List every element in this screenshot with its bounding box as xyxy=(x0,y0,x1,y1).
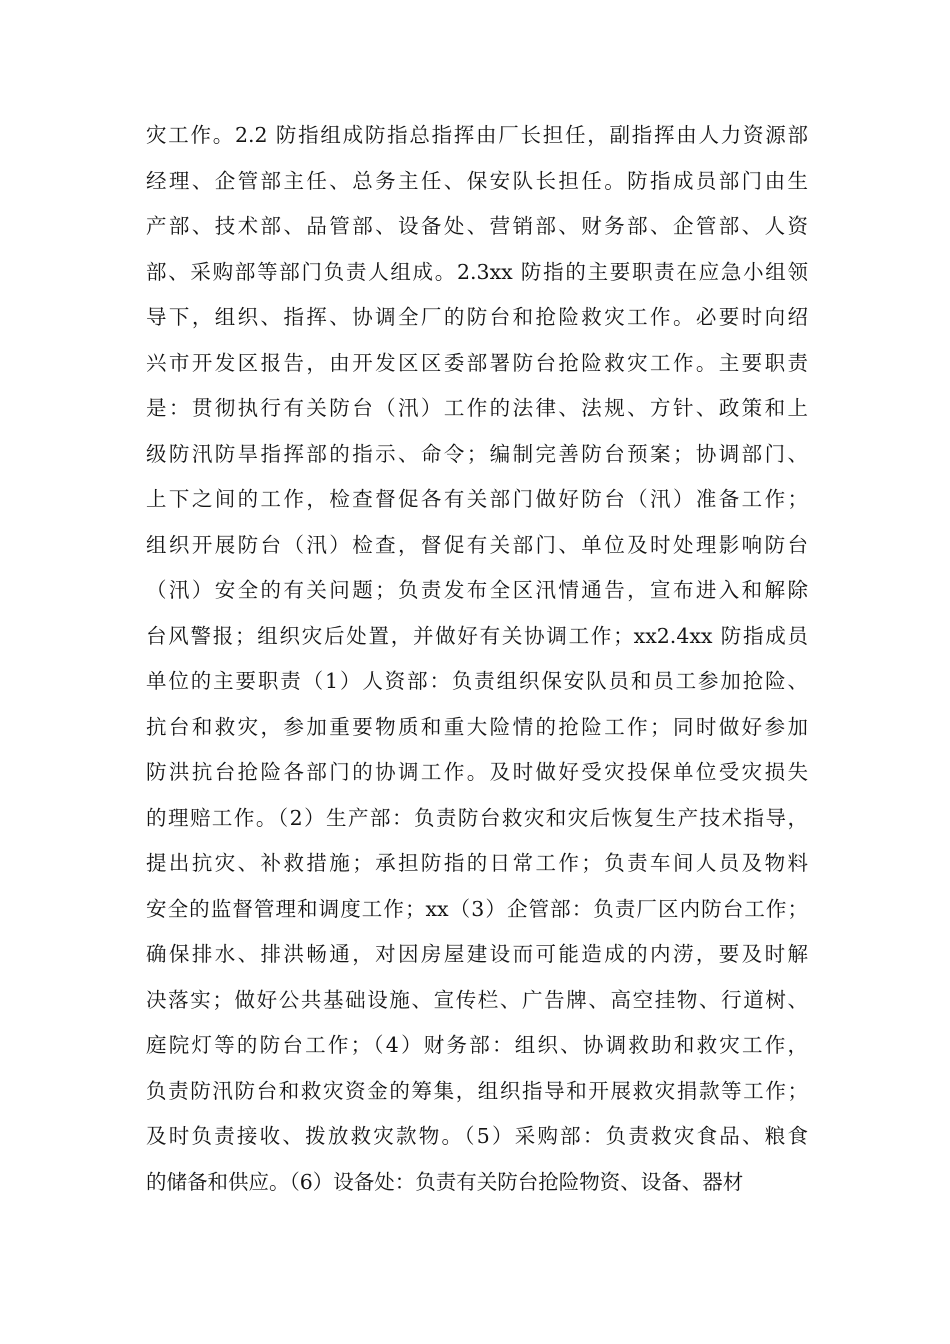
text-line-11: （汛）安全的有关问题；负责发布全区汛情通告，宣布进入和解除 xyxy=(146,578,808,602)
text-line-8: 级防汛防旱指挥部的指示、命令；编制完善防台预案；协调部门、 xyxy=(146,441,808,466)
text-line-9: 上下之间的工作，检查督促各有关部门做好防台（汛）准备工作； xyxy=(146,487,808,511)
text-line-23: 及时负责接收、拨放救灾款物。（5）采购部：负责救灾食品、粮食 xyxy=(146,1124,808,1148)
text-line-14: 抗台和救灾，参加重要物质和重大险情的抢险工作；同时做好参加 xyxy=(146,714,808,739)
text-line-1: 灾工作。2.2 防指组成防指总指挥由厂长担任，副指挥由人力资源部 xyxy=(146,123,808,147)
text-line-2: 经理、企管部主任、总务主任、保安队长担任。防指成员部门由生 xyxy=(146,168,808,193)
text-line-15: 防洪抗台抢险各部门的协调工作。及时做好受灾投保单位受灾损失 xyxy=(146,760,808,784)
text-line-10: 组织开展防台（汛）检查，督促有关部门、单位及时处理影响防台 xyxy=(146,532,808,557)
text-line-7: 是：贯彻执行有关防台（汛）工作的法律、法规、方针、政策和上 xyxy=(146,396,808,420)
text-line-13: 单位的主要职责（1）人资部：负责组织保安队员和员工参加抢险、 xyxy=(146,669,808,693)
document-body xyxy=(146,113,808,1205)
text-line-6: 兴市开发区报告，由开发区区委部署防台抢险救灾工作。主要职责 xyxy=(146,350,808,375)
text-line-5: 导下，组织、指挥、协调全厂的防台和抢险救灾工作。必要时向绍 xyxy=(146,305,808,329)
text-line-19: 确保排水、排洪畅通，对因房屋建设而可能造成的内涝，要及时解 xyxy=(146,942,808,966)
text-line-3: 产部、技术部、品管部、设备处、营销部、财务部、企管部、人资 xyxy=(146,214,808,238)
text-line-17: 提出抗灾、补救措施；承担防指的日常工作；负责车间人员及物料 xyxy=(146,851,808,875)
text-line-20: 决落实；做好公共基础设施、宣传栏、广告牌、高空挂物、行道树、 xyxy=(146,987,808,1012)
text-line-24: 的储备和供应。（6）设备处：负责有关防台抢险物资、设备、器材 xyxy=(146,1169,744,1194)
text-line-18: 安全的监督管理和调度工作；xx（3）企管部：负责厂区内防台工作； xyxy=(146,896,808,921)
text-line-16: 的理赔工作。（2）生产部：负责防台救灾和灾后恢复生产技术指导， xyxy=(146,805,808,830)
text-line-21: 庭院灯等的防台工作；（4）财务部：组织、协调救助和救灾工作， xyxy=(146,1033,808,1057)
text-line-12: 台风警报；组织灾后处置，并做好有关协调工作；xx2.4xx 防指成员 xyxy=(146,623,808,648)
text-line-22: 负责防汛防台和救灾资金的筹集，组织指导和开展救灾捐款等工作； xyxy=(146,1078,808,1103)
text-line-4: 部、采购部等部门负责人组成。2.3xx 防指的主要职责在应急小组领 xyxy=(146,259,808,284)
